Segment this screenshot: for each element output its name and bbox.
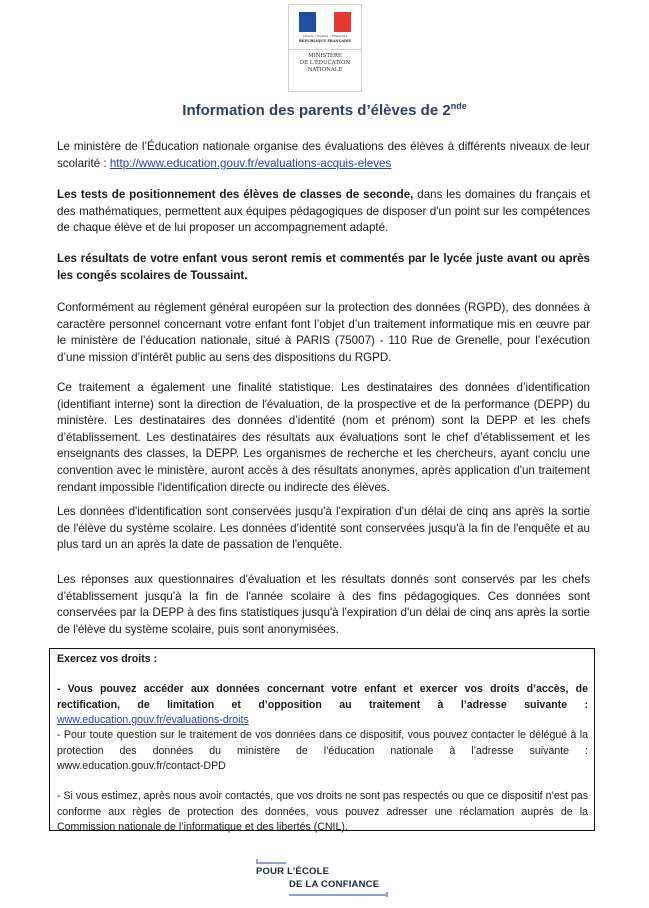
page-title — [0, 101, 649, 119]
evaluations-acquis-link[interactable]: http://www.education.gouv.fr/evaluations-acquis-eleves — [109, 156, 392, 170]
treatment-paragraph: Ce traitement a également une finalité statistique. Les destinataires des données d’identification (identifiant interne) sont la direction de l'évaluation, de la prospective et de la performance (DEPP) du ministère. Les destinataires des données d’identité (nom et prénom) sont la DEPP et les chefs d’établissement. Les destinataires des résultats aux évaluations sont le chef d’établissement et les enseignants des classes, la DEPP. Les organismes de recherche et les chercheurs, ayant conclu une convention avec le ministère, auront accès à des résultats anonymes, après application d'un traitement rendant impossible l'identification directe ou indirecte des élèves. — [57, 381, 590, 494]
ecole-confiance-logo — [256, 862, 392, 904]
republic-motto: Liberté • Égalité • Fraternité — [302, 34, 348, 38]
tests-bold-text: Les tests de positionnement des élèves de classes de seconde, — [57, 188, 414, 201]
evaluations-droits-link[interactable]: www.education.gouv.fr/evaluations-droits — [57, 714, 249, 726]
ministry-line-2: DE L'ÉDUCATION — [299, 60, 351, 66]
marianne-flag-icon — [299, 12, 351, 32]
intro-paragraph — [57, 139, 590, 172]
title-superscript: nde — [450, 101, 467, 111]
tests-text: dans les domaines du français et des mathématiques, permettent aux équipes pédagogiques de disposer d'un point sur les compétences de chaque élève et de lui proposer un accompagnement adapté. — [57, 188, 591, 235]
ministry-line-3: NATIONALE — [307, 67, 343, 73]
identification-retention-paragraph: Les données d'identification sont conservées jusqu'à l'expiration d'un délai de cinq ans après la sortie de l'élève du système scolaire. Les données d’identité sont conservées jusqu'à la fin de l'enquête et au plus tard un an après la date de passation de l'enquête. — [57, 505, 590, 552]
ministry-name — [291, 53, 359, 74]
tests-paragraph — [57, 187, 590, 237]
logo-divider — [289, 49, 361, 50]
logo-line-1: POUR L’ÉCOLE — [256, 866, 330, 877]
ministry-logo — [288, 4, 362, 92]
rights-item-cnil — [57, 789, 588, 836]
rights-box — [49, 648, 595, 831]
rgpd-paragraph: Conformément au règlement général européen sur la protection des données (RGPD), des données à caractère personnel concernant votre enfant font l’objet d’un traitement informatique mis en œuvre par le ministère de l’éducation nationale, situé à PARIS (75007) - 110 Rue de Grenelle, pour l’exécution d’une mission d’intérêt public au sens des dispositions du RGPD. — [57, 301, 590, 364]
results-paragraph: Les résultats de votre enfant vous seront remis et commentés par le lycée juste avant ou après les congés scolaires de Toussaint. — [57, 252, 590, 282]
logo-accent-line-top — [256, 862, 286, 864]
responses-retention-paragraph: Les réponses aux questionnaires d'évaluation et les résultats donnés sont conservés par les chefs d’établissement jusqu'à la fin de l'année scolaire à des fins pédagogiques. Ces données sont conservées par la DEPP à des fins statistiques jusqu'à l'expiration d'un délai de cinq ans après la sortie de l'élève du système scolaire, puis sont anonymisées. — [57, 573, 590, 636]
rights-dpd-text: - Pour toute question sur le traitement de vos données dans ce dispositif, vous pouvez contacter le délégué à la protection des données du ministère de l’éducation nationale à l’adresse suivante : www.education.gouv.fr/contact-DPD — [57, 729, 588, 772]
republique-francaise-label: RÉPUBLIQUE FRANÇAISE — [299, 39, 351, 43]
title-text: Information des parents d’élèves de 2 — [182, 102, 451, 119]
rights-item-access — [57, 682, 588, 729]
logo-accent-line-bottom — [289, 894, 388, 896]
ministry-line-1: MINISTÈRE — [308, 53, 342, 59]
intro-text: Le ministère de l’Éducation nationale organise des évaluations des élèves à différents niveaux de leur scolarité : — [57, 140, 590, 170]
rights-heading: Exercez vos droits : — [57, 653, 158, 665]
rights-access-text: - Vous pouvez accéder aux données concernant votre enfant et exercer vos droits d’accès, de rectification, de limitation et d’opposition au traitement à l’adresse suivante : — [57, 683, 588, 711]
logo-line-2: DE LA CONFIANCE — [289, 879, 380, 890]
rights-item-dpd — [57, 728, 588, 775]
logo-accent-tick-end — [386, 892, 388, 897]
rights-cnil-text: - Si vous estimez, après nous avoir contactés, que vos droits ne sont pas respectés ou que ce dispositif n’est pas conforme aux règles de protection des données, vous pouvez adresser une réclamation auprès de la Commission nationale de l’informatique et des libertés (CNIL). — [57, 790, 588, 833]
